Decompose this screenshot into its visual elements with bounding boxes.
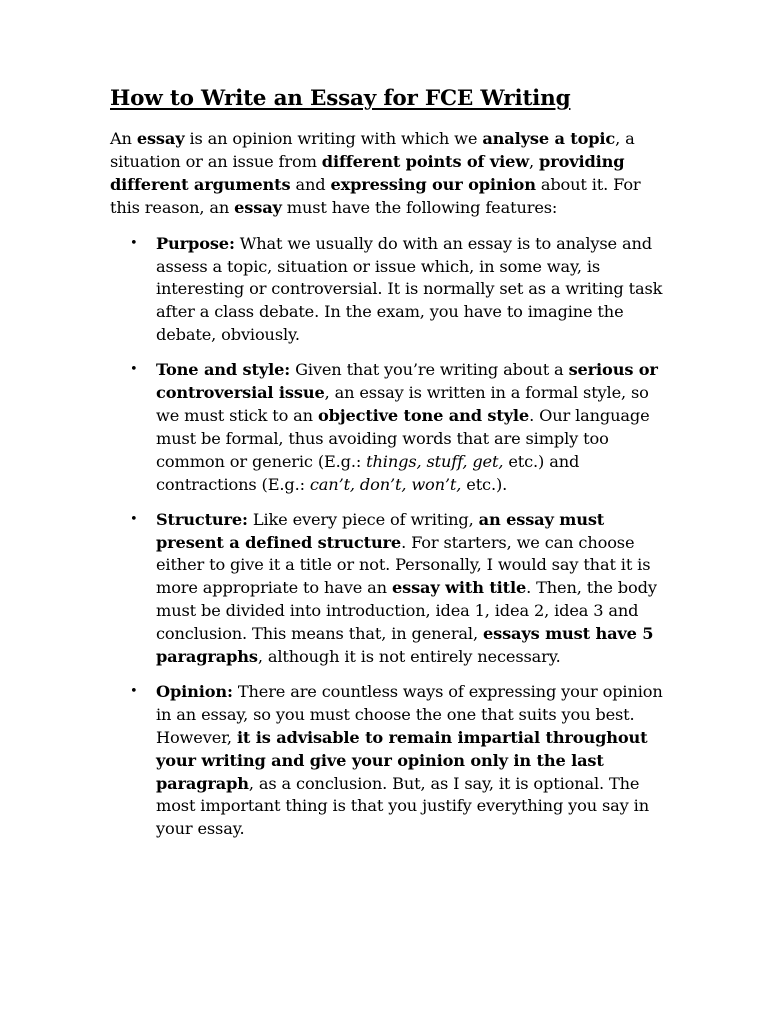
bold-text: providing different arguments xyxy=(110,151,625,194)
page-title: How to Write an Essay for FCE Writing xyxy=(110,86,571,111)
italic-text: can’t, don’t, won’t, xyxy=(309,474,462,494)
bold-text: Tone and style: xyxy=(156,360,291,380)
text-run: about it. For this reason, an xyxy=(110,174,641,217)
document-page xyxy=(110,84,670,853)
text-run: . Our language must be formal, thus avoiding words that are simply too common or generic (E.g.: xyxy=(156,405,650,471)
italic-text: things, stuff, get, xyxy=(366,451,504,471)
text-run: Like every piece of writing, xyxy=(247,509,479,529)
feature-item-purpose xyxy=(110,233,666,348)
text-run: , although it is not entirely necessary. xyxy=(257,647,561,667)
text-run: An xyxy=(110,129,137,148)
feature-item-structure xyxy=(110,509,666,669)
bullet-icon: • xyxy=(130,511,138,527)
bullet-icon: • xyxy=(130,235,138,251)
bold-text: Purpose: xyxy=(156,233,235,253)
text-run: , xyxy=(529,151,540,171)
bold-text: it is advisable to remain impartial throughout your writing and give your opinion only in the last paragraph xyxy=(156,727,648,793)
text-run: . Then, the body must be divided into introduction, idea 1, idea 2, idea 3 and conclusion. This means that, in general, xyxy=(156,578,657,644)
bullet-icon: • xyxy=(130,683,138,699)
feature-text xyxy=(156,682,663,838)
bold-text: different points of view xyxy=(321,151,530,171)
bold-text: serious or controversial issue xyxy=(156,360,658,403)
bold-text: essays must have 5 paragraphs xyxy=(156,624,654,667)
features-list xyxy=(110,233,670,842)
text-run: and xyxy=(290,174,331,194)
text-run: , as a conclusion. But, as I say, it is optional. The most important thing is that you justify everything you say in your essay. xyxy=(156,773,649,839)
text-run: etc.). xyxy=(461,474,508,494)
bold-text: Opinion: xyxy=(156,681,233,701)
text-run: is an opinion writing with which we xyxy=(184,129,483,148)
bullet-icon: • xyxy=(130,362,138,378)
bold-text: objective tone and style xyxy=(317,405,530,425)
bold-text: Structure: xyxy=(156,509,248,529)
text-run: What we usually do with an essay is to analyse and assess a topic, situation or issue which, in some way, is interesting or controversial. It is normally set as a writing task after a class debate. In the exam, you have to imagine the debate, obviously. xyxy=(156,233,663,345)
feature-text xyxy=(156,234,662,345)
text-run: , an essay is written in a formal style, so we must stick to an xyxy=(156,383,649,425)
text-run: , a situation or an issue from xyxy=(110,129,635,171)
text-run: . For starters, we can choose either to give it a title or not. Personally, I would say that it is more appropriate to have an xyxy=(156,532,651,598)
feature-text xyxy=(156,510,657,666)
bold-text: expressing our opinion xyxy=(330,174,536,194)
text-run: Given that you’re writing about a xyxy=(290,360,569,380)
text-run: etc.) and contractions (E.g.: xyxy=(156,451,580,494)
bold-text: an essay must present a defined structure xyxy=(156,509,605,552)
feature-item-tone-and-style xyxy=(110,359,666,496)
bold-text: essay xyxy=(136,129,185,148)
intro-paragraph xyxy=(110,128,650,220)
text-run: must have the following features: xyxy=(281,197,558,217)
text-run: There are countless ways of expressing your opinion in an essay, so you must choose the one that suits you best. However, xyxy=(156,681,663,747)
feature-text xyxy=(156,360,658,494)
bold-text: analyse a topic xyxy=(482,129,616,148)
bold-text: essay with title xyxy=(391,578,527,598)
feature-item-opinion xyxy=(110,681,666,841)
bold-text: essay xyxy=(234,197,282,217)
